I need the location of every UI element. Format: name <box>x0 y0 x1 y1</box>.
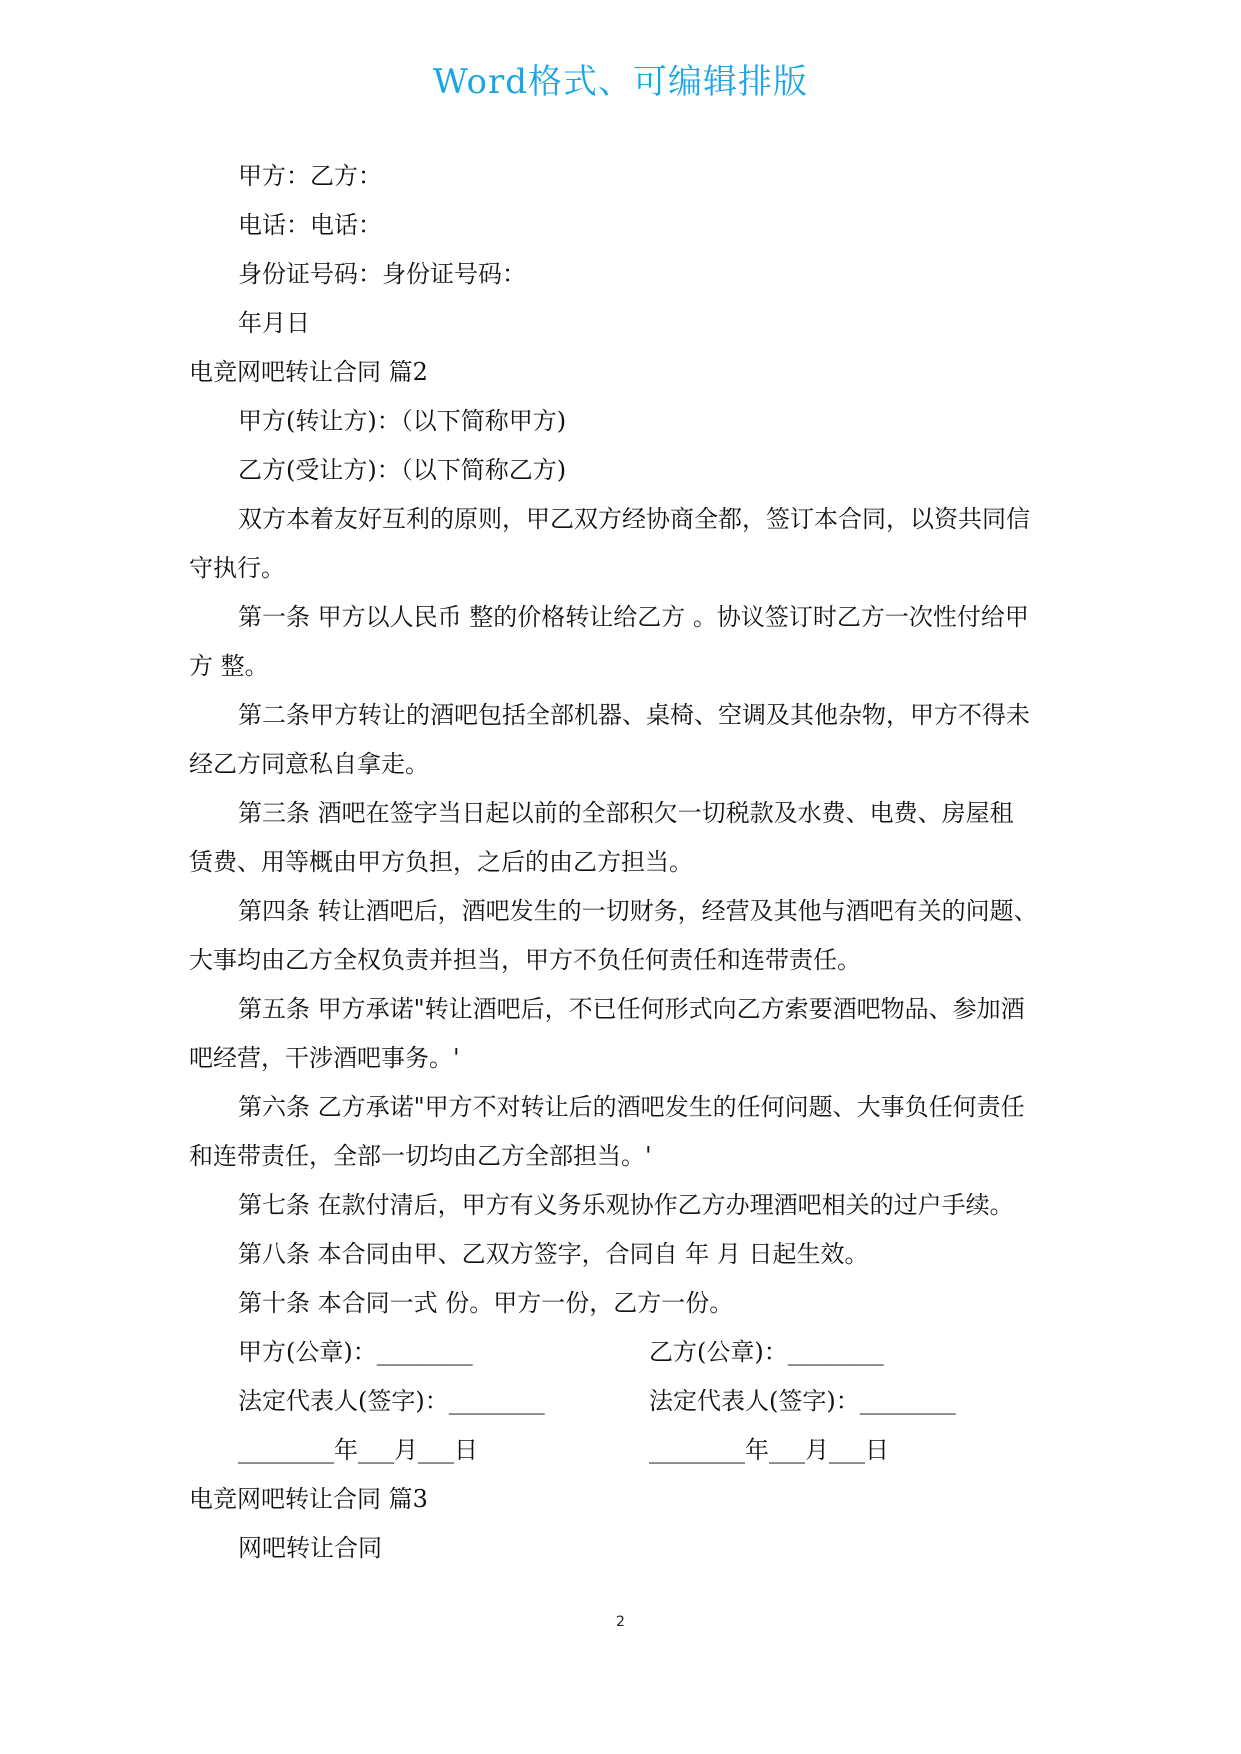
article-2-line: 第二条甲方转让的酒吧包括全部机器、桌椅、空调及其他杂物，甲方不得未 <box>238 701 1030 729</box>
party-b-representative: 法定代表人(签字)：________ <box>649 1387 956 1415</box>
party-a-seal: 甲方(公章)：________ <box>238 1338 473 1366</box>
section-subtitle: 网吧转让合同 <box>238 1534 382 1562</box>
document-body <box>189 152 1069 1573</box>
article-5-line: 吧经营，干涉酒吧事务。' <box>189 1044 460 1072</box>
article-7-line: 第七条 在款付清后，甲方有义务乐观协作乙方办理酒吧相关的过户手续。 <box>238 1191 1014 1219</box>
party-a-sign-date: ________年___月___日 <box>238 1436 478 1464</box>
page-number: 2 <box>616 1614 625 1630</box>
article-1-line: 方 整。 <box>189 652 269 680</box>
phone-line: 电话：电话： <box>238 211 382 239</box>
party-a-representative: 法定代表人(签字)：________ <box>238 1387 545 1415</box>
signature-row-seal <box>189 1328 1069 1377</box>
article-8-line: 第八条 本合同由甲、乙双方签字，合同自 年 月 日起生效。 <box>238 1240 869 1268</box>
article-6-line: 和连带责任，全部一切均由乙方全部担当。' <box>189 1142 652 1170</box>
party-a-line: 甲方(转让方)：（以下简称甲方) <box>238 407 567 435</box>
article-2-line: 经乙方同意私自拿走。 <box>189 750 429 778</box>
article-4-line: 大事均由乙方全权负责并担当，甲方不负任何责任和连带责任。 <box>189 946 861 974</box>
party-b-sign-date: ________年___月___日 <box>649 1436 889 1464</box>
document-header: Word格式、可编辑排版 <box>432 62 809 102</box>
intro-paragraph-line: 守执行。 <box>189 554 285 582</box>
party-line: 甲方：乙方： <box>238 162 382 190</box>
article-3-line: 赁费、用等概由甲方负担，之后的由乙方担当。 <box>189 848 693 876</box>
article-1-line: 第一条 甲方以人民币 整的价格转让给乙方 。协议签订时乙方一次性付给甲 <box>238 603 1029 631</box>
article-4-line: 第四条 转让酒吧后，酒吧发生的一切财务，经营及其他与酒吧有关的问题、 <box>238 897 1038 925</box>
intro-paragraph-line: 双方本着友好互利的原则，甲乙双方经协商全都，签订本合同，以资共同信 <box>238 505 1030 533</box>
article-10-line: 第十条 本合同一式 份。甲方一份，乙方一份。 <box>238 1289 734 1317</box>
article-6-line: 第六条 乙方承诺"甲方不对转让后的酒吧发生的任何问题、大事负任何责任 <box>238 1093 1025 1121</box>
date-line: 年月日 <box>238 309 310 337</box>
party-b-seal: 乙方(公章)：________ <box>649 1338 884 1366</box>
article-5-line: 第五条 甲方承诺"转让酒吧后，不已任何形式向乙方索要酒吧物品、参加酒 <box>238 995 1025 1023</box>
section-title: 电竞网吧转让合同 篇2 <box>189 358 428 386</box>
id-number-line: 身份证号码：身份证号码： <box>238 260 526 288</box>
party-b-line: 乙方(受让方)：（以下简称乙方) <box>238 456 567 484</box>
signature-row-representative <box>189 1377 1069 1426</box>
article-3-line: 第三条 酒吧在签字当日起以前的全部积欠一切税款及水费、电费、房屋租 <box>238 799 1014 827</box>
section-title: 电竞网吧转让合同 篇3 <box>189 1485 428 1513</box>
signature-row-date <box>189 1426 1069 1475</box>
